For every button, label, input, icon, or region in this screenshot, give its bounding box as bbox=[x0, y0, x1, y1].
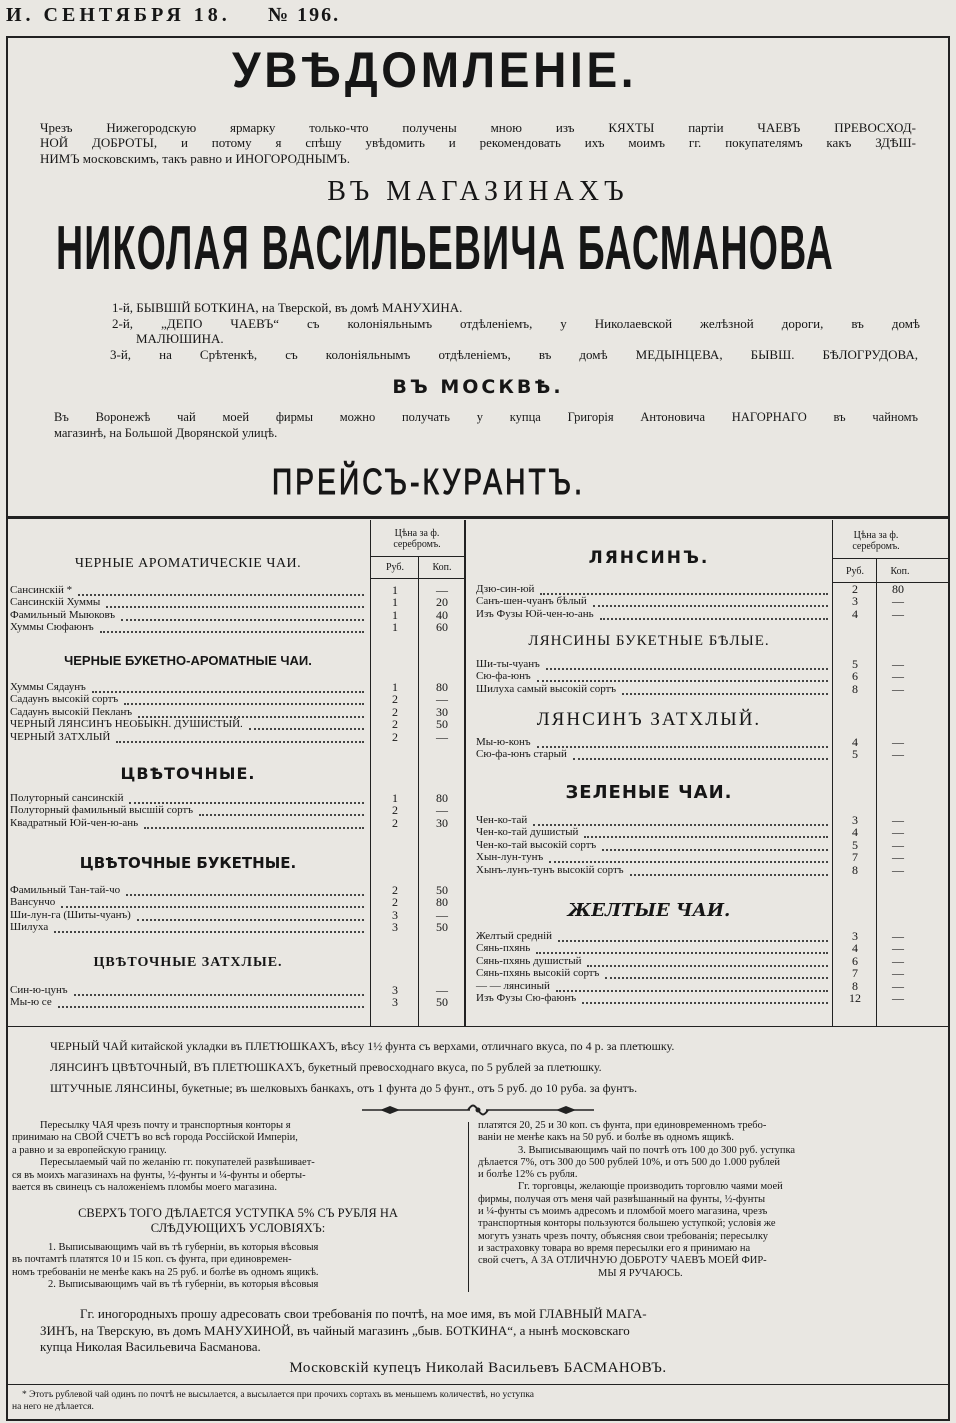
price-rub: 1 bbox=[392, 595, 398, 610]
tea-name: Син-ю-цунъ bbox=[10, 984, 68, 996]
tea-name: Вансунчо bbox=[10, 896, 56, 909]
leader-dots bbox=[573, 745, 828, 760]
tea-name: Изъ Фузы Юй-чен-ю-ань bbox=[476, 607, 594, 620]
bottom-notes bbox=[50, 1036, 930, 1099]
closing-line: Гг. иногородныхъ прошу адресовать свои требованія по почтѣ, на мое имя, въ мой ГЛАВНЫЙ МАГА- bbox=[80, 1306, 647, 1321]
leader-dots bbox=[582, 989, 828, 1004]
price-kop: — bbox=[892, 735, 904, 749]
terms-line: номъ требованіи не менѣе какъ на 25 руб. и болѣе въ одномъ ящикѣ. bbox=[12, 1266, 319, 1278]
left-price-head-rule bbox=[370, 578, 464, 579]
discount-line: СЛѢДУЮЩИХЪ УСЛОВІЯХЪ: bbox=[150, 1221, 326, 1235]
price-kop: — bbox=[892, 953, 904, 968]
price-rub: 5 bbox=[852, 657, 858, 671]
footnote bbox=[12, 1390, 936, 1413]
right-rub-header: Руб. bbox=[845, 566, 865, 577]
terms-line: ваніи не менѣе какъ на 50 руб. и болѣе въ одномъ ящикѣ. bbox=[478, 1132, 734, 1144]
price-rub: 1 bbox=[392, 620, 398, 635]
terms-line: и болѣе 12% съ рубля. bbox=[478, 1169, 578, 1181]
tea-name: — — лянсиный bbox=[476, 979, 550, 992]
owner-name: НИКОЛАЯ ВАСИЛЬЕВИЧА БАСМАНОВА bbox=[56, 214, 834, 283]
tea-name: Чен-ко-тай bbox=[476, 814, 528, 826]
price-rub: 4 bbox=[852, 735, 858, 749]
intro-line: НОЙ ДОБРОТЫ, и потому я спѣшу увѣдомить и рекомендовать ихъ моимъ гг. покупателямъ какъ ЗДѢШ- bbox=[40, 135, 916, 151]
tea-name: Шилуха самый высокій сортъ bbox=[476, 682, 617, 695]
price-rub: 3 bbox=[392, 995, 398, 1010]
price-kop: — bbox=[892, 813, 904, 827]
terms-line: и ¼-фунты съ моимъ адресомъ и пломбой моего магазина, чрезъ bbox=[478, 1206, 768, 1218]
terms-line: вается въ свинецъ съ наложеніемъ пломбы моего магазина. bbox=[12, 1182, 277, 1194]
price-kop: 80 bbox=[436, 895, 448, 910]
price-rub: 2 bbox=[852, 582, 858, 596]
voronezh-paragraph bbox=[54, 410, 918, 441]
issue-date: И. СЕНТЯБРЯ 18. bbox=[6, 4, 231, 26]
right-price-head-rule bbox=[832, 558, 950, 559]
price-kop: 80 bbox=[892, 582, 904, 596]
price-rub: 5 bbox=[852, 747, 858, 762]
price-kop: — bbox=[892, 825, 904, 840]
leader-dots bbox=[54, 918, 364, 933]
terms-line: дѣлается 7%, отъ 300 до 500 рублей 10%, и отъ 500 до 1.000 рублей bbox=[478, 1156, 781, 1168]
price-rub: 2 bbox=[392, 704, 398, 719]
price-kop: — bbox=[892, 681, 904, 696]
tea-name: Мы-ю-конъ bbox=[476, 736, 531, 748]
tea-name: Ши-лун-га (Шиты-чуанъ) bbox=[10, 908, 131, 921]
terms-line: могутъ узнать чрезъ почту, объясняя свои требованія; пересылку bbox=[478, 1230, 769, 1242]
terms-line: Пересылаемый чай по желанію гг. покупателей развѣшивает- bbox=[40, 1157, 315, 1169]
footnote-line: * Этотъ рублевой чай одинъ по почтѣ не высылается, а высылается при прочихъ сортахъ въ меньшемъ количествѣ, но уступка bbox=[22, 1390, 535, 1400]
left-price-head-rule bbox=[370, 556, 464, 557]
section-title: ЛЯНСИНЫ БУКЕТНЫЕ БѢЛЫЕ. bbox=[528, 633, 770, 649]
tea-name: Чен-ко-тай высокій сортъ bbox=[476, 838, 597, 851]
tea-name: ЧЕРНЫЙ ЗАТХЛЫЙ bbox=[10, 730, 111, 743]
tea-name: Хуммы Сюфаюнъ bbox=[10, 621, 94, 634]
price-rub: 3 bbox=[852, 929, 858, 943]
terms-line: ся въ моихъ магазинахъ на фунты, ½-фунты и ¼-фунты и оберты- bbox=[12, 1169, 306, 1181]
price-kop: — bbox=[892, 850, 904, 865]
terms-line: 1. Выписывающимъ чай въ тѣ губерніи, въ которыя вѣсовыя bbox=[48, 1242, 319, 1253]
tea-name: Мы-ю се bbox=[10, 996, 52, 1009]
shops-prefix: ВЪ МАГАЗИНАХЪ bbox=[327, 176, 629, 207]
tea-name: Фамильный Мыюковъ bbox=[10, 608, 116, 621]
left-price-header: Цѣна за ф. серебромъ. bbox=[393, 528, 441, 550]
price-rub: 4 bbox=[852, 606, 858, 621]
discount-title bbox=[12, 1206, 464, 1236]
terms-left bbox=[12, 1120, 464, 1194]
leader-dots bbox=[58, 993, 364, 1008]
terms-left-conditions bbox=[12, 1242, 464, 1292]
price-kop: 40 bbox=[436, 607, 448, 622]
price-kop: 50 bbox=[436, 717, 448, 732]
tea-name: Чен-ко-тай душистый bbox=[476, 826, 579, 839]
price-rub: 3 bbox=[392, 907, 398, 922]
price-kop: — bbox=[436, 692, 448, 707]
tea-name: Дзю-син-юй bbox=[476, 583, 535, 595]
tea-name: Хын-лун-тунъ bbox=[476, 851, 544, 864]
leader-dots bbox=[630, 861, 828, 876]
price-rub: 1 bbox=[392, 791, 398, 805]
price-kop: — bbox=[892, 594, 904, 609]
price-kop: — bbox=[892, 929, 904, 943]
terms-line: 2. Выписывающимъ чай въ тѣ губерніи, въ которыя вѣсовыя bbox=[48, 1279, 319, 1291]
tea-name: Изъ Фузы Сю-фаюнъ bbox=[476, 992, 577, 1004]
section-title: ЦВѢТОЧНЫЕ. bbox=[120, 764, 256, 783]
right-kop-header: Коп. bbox=[890, 566, 910, 577]
table-column-divider bbox=[464, 520, 466, 1026]
price-kop: 30 bbox=[436, 704, 448, 719]
price-rub: 1 bbox=[392, 607, 398, 622]
section-title: ЦВѢТОЧНЫЕ БУКЕТНЫЕ. bbox=[79, 854, 297, 872]
price-rub: 7 bbox=[852, 850, 858, 865]
terms-right bbox=[478, 1120, 926, 1280]
price-rub: 6 bbox=[852, 669, 858, 684]
price-rub: 2 bbox=[392, 803, 398, 818]
section-title: ЦВѢТОЧНЫЕ ЗАТХЛЫЕ. bbox=[93, 955, 283, 970]
price-rub: 3 bbox=[852, 594, 858, 609]
price-rub: 12 bbox=[849, 991, 861, 1005]
footnote-line: на него не дѣлается. bbox=[12, 1401, 94, 1412]
price-rub: 8 bbox=[852, 862, 858, 877]
shops-list bbox=[112, 300, 920, 362]
price-kop: 80 bbox=[436, 791, 448, 805]
note-line: ЧЕРНЫЙ ЧАЙ китайской укладки въ ПЛЕТЮШКАХЪ, вѣсу 1½ фунта съ верхами, отличнаго вкуса, по 4 р. за плетюшку. bbox=[50, 1039, 675, 1053]
price-kop: — bbox=[892, 657, 904, 671]
tea-name: Сю-фа-юнъ старый bbox=[476, 748, 567, 761]
leader-dots bbox=[144, 814, 364, 829]
price-kop: 50 bbox=[436, 920, 448, 935]
shop-line: 3-й, на Срѣтенкѣ, съ колоніяльнымъ отдѣленіемъ, въ домѣ МЕДЫНЦЕВА, БЫВШ. БѢЛОГРУДОВА, bbox=[110, 346, 918, 362]
price-kop: — bbox=[892, 669, 904, 684]
voronezh-line: магазинѣ, на Большой Дворянской улицѣ. bbox=[54, 425, 278, 440]
issue-number: № 196. bbox=[268, 4, 341, 26]
tea-name: Сянь-пхянь душистый bbox=[476, 954, 582, 967]
terms-line: въ почтамтѣ платятся 10 и 15 коп. съ фунта, при единовремен- bbox=[12, 1254, 292, 1266]
price-kop: — bbox=[892, 862, 904, 877]
tea-name: Квадратный Юй-чен-ю-ань bbox=[10, 816, 139, 829]
section-title: ЖЕЛТЫЕ ЧАИ. bbox=[567, 900, 731, 921]
tea-name: Сянь-пхянь высокій сортъ bbox=[476, 967, 600, 980]
left-rub-header: Руб. bbox=[385, 562, 405, 573]
tea-name: Сансинскій Хуммы bbox=[10, 596, 101, 609]
tea-name: Фамильный Тан-тай-чо bbox=[10, 884, 121, 896]
leader-dots bbox=[622, 680, 828, 695]
leader-dots bbox=[116, 728, 364, 743]
terms-line: фирмы, получая отъ меня чай развѣшанный на фунты, ½-фунты bbox=[478, 1193, 766, 1205]
price-kop: — bbox=[436, 803, 448, 818]
discount-line: СВЕРХЪ ТОГО ДѢЛАЕТСЯ УСТУПКА 5% СЪ РУБЛЯ НА bbox=[78, 1206, 398, 1220]
right-price-col-rule bbox=[876, 558, 877, 1026]
price-rub: 3 bbox=[392, 983, 398, 997]
price-kop: — bbox=[436, 583, 448, 597]
price-kop: — bbox=[436, 983, 448, 997]
section-title: ЛЯНСИНЪ. bbox=[588, 548, 710, 568]
intro-line: НИМЪ московскимъ, такъ равно и ИНОГОРОДНЫМЪ. bbox=[40, 150, 350, 166]
price-kop: — bbox=[892, 941, 904, 956]
tea-name: Шилуха bbox=[10, 921, 49, 934]
tea-name: Полуторный фамильный высшій сортъ bbox=[10, 804, 194, 817]
price-kop: 80 bbox=[436, 680, 448, 694]
tea-name: Санъ-шен-чуанъ бѣлый bbox=[476, 595, 587, 608]
price-kop: — bbox=[892, 978, 904, 993]
tea-name: Сю-фа-юнъ bbox=[476, 670, 531, 683]
table-top-rule bbox=[6, 516, 950, 519]
tea-name: Хуммы Сядаунъ bbox=[10, 681, 86, 693]
price-kop: — bbox=[436, 907, 448, 922]
price-kop: — bbox=[892, 606, 904, 621]
terms-line: принимаю на СВОЙ СЧЕТЪ во всѣ города Россійской Имперіи, bbox=[12, 1132, 298, 1144]
left-price-col-rule bbox=[370, 520, 371, 1026]
terms-line: и застраховку товара во время пересылки его я принимаю на bbox=[478, 1242, 751, 1254]
price-rub: 4 bbox=[852, 825, 858, 840]
price-rub: 2 bbox=[392, 815, 398, 830]
price-kop: — bbox=[892, 966, 904, 981]
section-title: ЗЕЛЕНЫЕ ЧАИ. bbox=[565, 782, 733, 803]
terms-line: транспортныя конторы пользуются большею уступкой; условія же bbox=[478, 1218, 776, 1230]
price-kop: — bbox=[436, 729, 448, 744]
ornament-divider bbox=[360, 1102, 596, 1116]
terms-line: 3. Выписывающимъ чай по почтѣ отъ 100 до 300 руб. уступка bbox=[518, 1144, 796, 1156]
intro-line: Чрезъ Нижегородскую ярмарку только-что получены мною изъ КЯХТЫ партіи ЧАЕВЪ ПРЕВОСХОД- bbox=[40, 120, 916, 135]
terms-line: платятся 20, 25 и 30 коп. съ фунта, при единовременномъ требо- bbox=[478, 1120, 767, 1131]
terms-line: МЫ Я РУЧАЮСЬ. bbox=[598, 1267, 683, 1279]
price-rub: 4 bbox=[852, 941, 858, 956]
terms-column-divider bbox=[468, 1122, 469, 1292]
table-bottom-rule bbox=[6, 1026, 950, 1027]
price-kop: 60 bbox=[436, 620, 448, 635]
closing-line: купца Николая Васильевича Басманова. bbox=[40, 1339, 261, 1354]
city-heading: ВЪ МОСКВѢ. bbox=[392, 376, 564, 398]
tea-name: Желтый средній bbox=[476, 930, 553, 942]
intro-paragraph bbox=[40, 120, 916, 166]
section-title: ЛЯНСИНЪ ЗАТХЛЫЙ. bbox=[536, 709, 762, 730]
price-rub: 2 bbox=[392, 692, 398, 707]
price-rub: 1 bbox=[392, 583, 398, 597]
price-rub: 2 bbox=[392, 895, 398, 910]
price-list-title: ПРЕЙСЪ-КУРАНТЪ. bbox=[272, 461, 586, 502]
right-price-col-rule bbox=[832, 520, 833, 1026]
tea-name: Сянь-пхянь bbox=[476, 942, 531, 955]
terms-line: а равно и за европейскую границу. bbox=[12, 1144, 167, 1156]
closing-line: ЗИНЪ, на Тверскую, въ домъ МАНУХИНОЙ, въ чайный магазинъ „быв. БОТКИНА“, а нынѣ московскаго bbox=[40, 1322, 630, 1338]
section-title: ЧЕРНЫЕ БУКЕТНО-АРОМАТНЫЕ ЧАИ. bbox=[64, 653, 312, 668]
price-rub: 3 bbox=[852, 813, 858, 827]
leader-dots bbox=[100, 618, 364, 633]
price-kop: — bbox=[892, 747, 904, 762]
price-rub: 7 bbox=[852, 966, 858, 981]
price-kop: — bbox=[892, 837, 904, 852]
tea-name: Хынъ-лунъ-тунъ высокій сортъ bbox=[476, 863, 624, 876]
voronezh-line: Въ Воронежѣ чай моей фирмы можно получать у купца Григорія Антоновича НАГОРНАГО въ чайномъ bbox=[54, 410, 918, 424]
tea-name: Садаунъ высокій сортъ bbox=[10, 693, 119, 706]
footnote-rule bbox=[6, 1384, 950, 1385]
price-rub: 2 bbox=[392, 729, 398, 744]
tea-name: Сансинскій * bbox=[10, 584, 73, 596]
price-rub: 3 bbox=[392, 920, 398, 935]
price-rub: 8 bbox=[852, 681, 858, 696]
closing-paragraph bbox=[40, 1306, 924, 1356]
tea-name: Полуторный сансинскій bbox=[10, 792, 124, 804]
price-rub: 5 bbox=[852, 837, 858, 852]
tea-name: Ши-ты-чуанъ bbox=[476, 658, 540, 670]
price-rub: 2 bbox=[392, 883, 398, 897]
leader-dots bbox=[600, 605, 828, 620]
tea-name: ЧЕРНЫЙ ЛЯНСИНЪ НЕОБЫКН. ДУШИСТЫЙ. bbox=[10, 718, 243, 731]
tea-name: Садаунъ высокій Пекланъ bbox=[10, 705, 133, 718]
price-rub: 8 bbox=[852, 978, 858, 993]
price-kop: 50 bbox=[436, 883, 448, 897]
note-line: ЛЯНСИНЪ ЦВѢТОЧНЫЙ, ВЪ ПЛЕТЮШКАХЪ, букетный превосходнаго вкуса, по 5 рублей за плетюшку. bbox=[50, 1060, 602, 1074]
terms-line: Пересылку ЧАЯ чрезъ почту и транспортныя конторы я bbox=[40, 1120, 291, 1131]
right-price-header: Цѣна за ф. серебромъ. bbox=[852, 530, 900, 552]
shop-line: 1-й, БЫВШІЙ БОТКИНА, на Тверской, въ домѣ МАНУХИНА. bbox=[112, 300, 463, 315]
note-line: ШТУЧНЫЕ ЛЯНСИНЫ, букетные; въ шелковыхъ банкахъ, отъ 1 фунта до 5 фунт., отъ 5 руб. до 10 руба. за фунтъ. bbox=[50, 1081, 638, 1095]
shop-line: МАЛЮШИНА. bbox=[136, 331, 224, 347]
price-kop: 50 bbox=[436, 995, 448, 1010]
price-kop: 30 bbox=[436, 815, 448, 830]
section-title: ЧЕРНЫЕ АРОМАТИЧЕСКІЕ ЧАИ. bbox=[74, 556, 302, 571]
notice-title: УВѢДОМЛЕНІЕ. bbox=[232, 42, 638, 98]
price-rub: 6 bbox=[852, 953, 858, 968]
shop-line: 2-й, „ДЕПО ЧАЕВЪ“ съ колоніяльнымъ отдѣленіемъ, у Николаевской желѣзной дороги, въ домѣ bbox=[112, 315, 920, 331]
left-price-col-rule bbox=[418, 556, 419, 1026]
terms-line: свой счетъ, А ЗА ОТЛИЧНУЮ ДОБРОТУ ЧАЕВЪ МОЕЙ ФИР- bbox=[478, 1255, 767, 1267]
price-rub: 2 bbox=[392, 717, 398, 732]
left-kop-header: Коп. bbox=[432, 562, 452, 573]
price-kop: 20 bbox=[436, 595, 448, 610]
terms-line: Гг. торговцы, желающіе производить торговлю чаями моей bbox=[518, 1181, 783, 1193]
ornament-icon bbox=[360, 1103, 596, 1117]
signature: Московскій купецъ Николай Васильевъ БАСМАНОВЪ. bbox=[289, 1360, 667, 1376]
price-kop: — bbox=[892, 991, 904, 1005]
price-rub: 1 bbox=[392, 680, 398, 694]
